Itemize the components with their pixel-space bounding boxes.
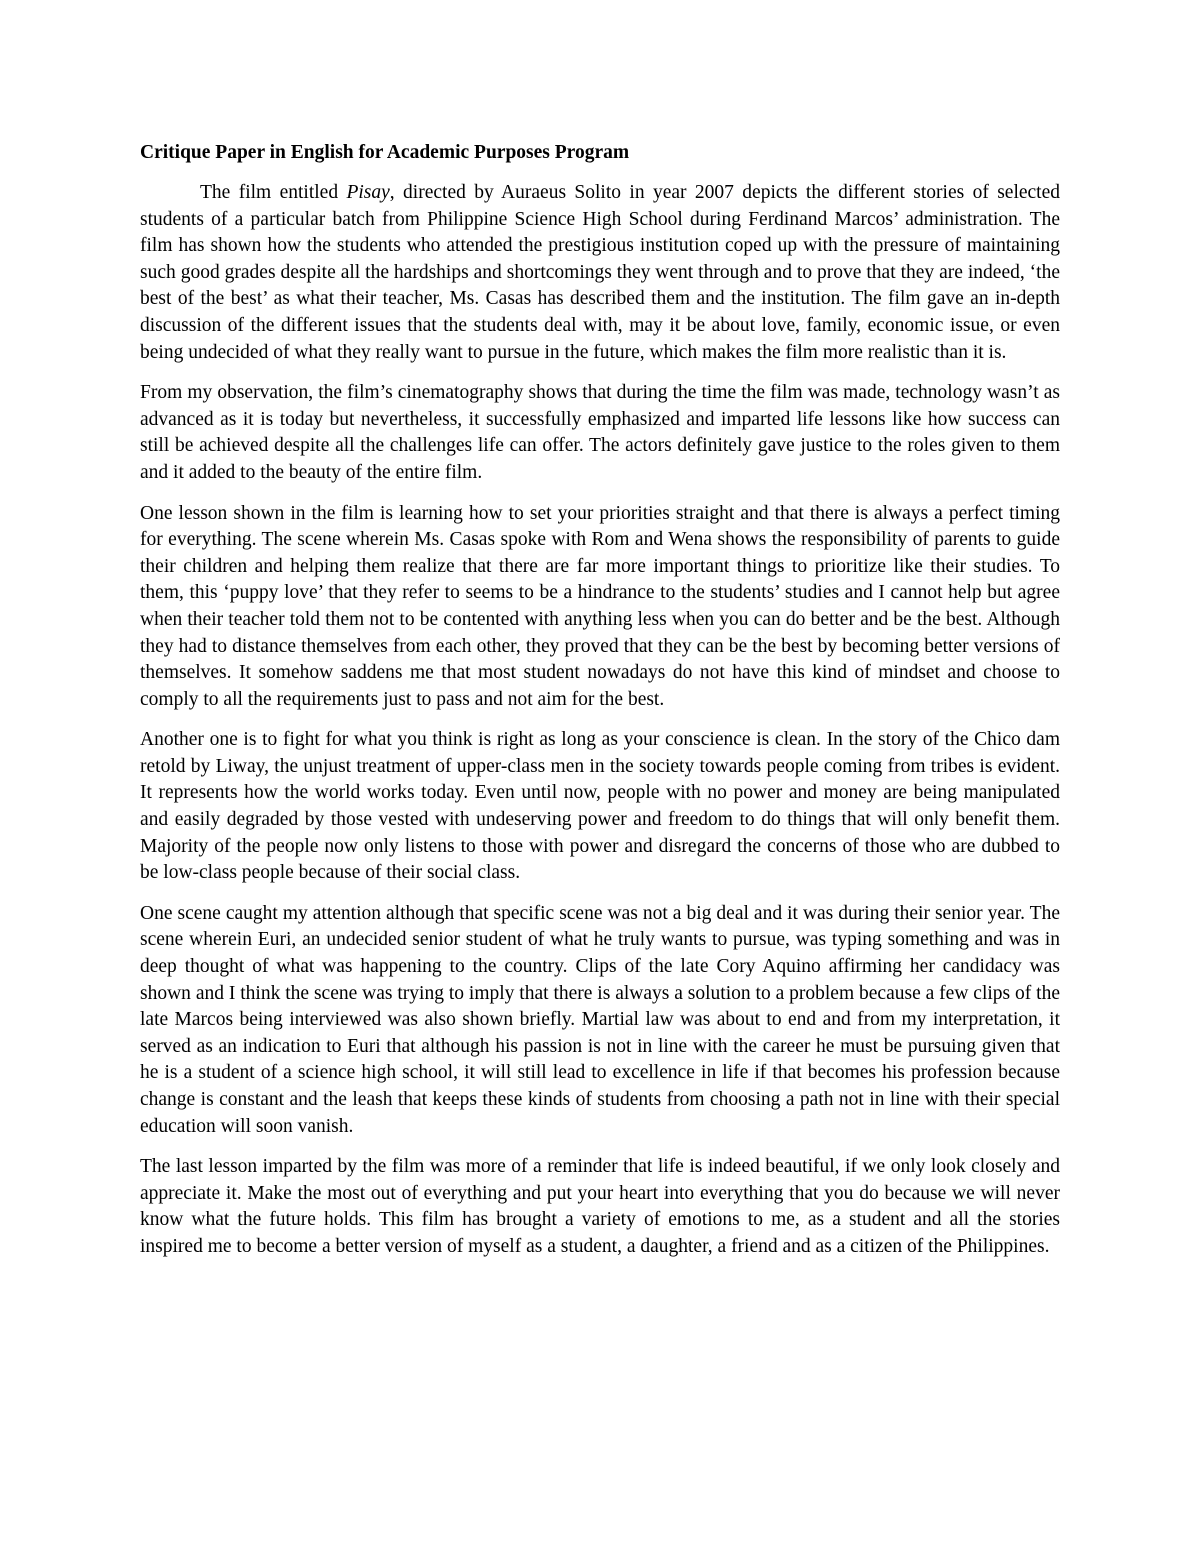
intro-text-start: The film entitled	[200, 182, 347, 203]
paragraph-senior-year-scene: One scene caught my attention although that specific scene was not a big deal and it was during their senior year. The scene wherein Euri, an undecided senior student of what he truly wants to pursue, was typing something and was in deep thought of what was happening to the country. Clips of the late Cory Aquino affirming her candidacy was shown and I think the scene was trying to imply that there is always a solution to a problem because a few clips of the late Marcos being interviewed was also shown briefly. Martial law was about to end and from my interpretation, it served as an indication to Euri that although his passion is not in line with the career he must be pursuing given that he is a student of a science high school, it will still lead to excellence in life if that becomes his profession because change is constant and the leash that keeps these kinds of students from choosing a path not in line with their special education will soon vanish.	[140, 902, 1060, 1137]
paragraph-priorities: One lesson shown in the film is learning how to set your priorities straight and that there is always a perfect timing for everything. The scene wherein Ms. Casas spoke with Rom and Wena shows the responsibility of parents to guide their children and helping them realize that there are far more important things to prioritize like their studies. To them, this ‘puppy love’ that they refer to seems to be a hindrance to the students’ studies and I cannot help but agree when their teacher told them not to be contented with anything less when you can do better and be the best. Although they had to distance themselves from each other, they proved that they can be the best by becoming better versions of themselves. It somehow saddens me that most student nowadays do not have this kind of mindset and choose to comply to all the requirements just to pass and not aim for the best.	[140, 502, 1060, 710]
document-body	[140, 140, 1060, 1275]
intro-text-rest: , directed by Auraeus Solito in year 2007 depicts the different stories of selected students of a particular batch from Philippine Science High School during Ferdinand Marcos’ administration. The film has shown how the students who attended the prestigious institution coped up with the pressure of maintaining such good grades despite all the hardships and shortcomings they went through and to prove that they are indeed, ‘the best of the best’ as what their teacher, Ms. Casas has described them and the institution. The film gave an in-depth discussion of the different issues that the students deal with, may it be about love, family, economic issue, or even being undecided of what they really want to pursue in the future, which makes the film more realistic than it is.	[140, 182, 1061, 363]
film-title: Pisay	[346, 182, 390, 203]
paragraph-cinematography: From my observation, the film’s cinematography shows that during the time the film was made, technology wasn’t as advanced as it is today but nevertheless, it successfully emphasized and imparted life lessons like how success can still be achieved despite all the challenges life can offer. The actors definitely gave justice to the roles given to them and it added to the beauty of the entire film.	[140, 382, 1060, 483]
paragraph-last-lesson: The last lesson imparted by the film was more of a reminder that life is indeed beautiful, if we only look closely and appreciate it. Make the most out of everything and put your heart into everything that you do because we will never know what the future holds. This film has brought a variety of emotions to me, as a student and all the stories inspired me to become a better version of myself as a student, a daughter, a friend and as a citizen of the Philippines.	[140, 1156, 1060, 1257]
intro-paragraph	[140, 180, 1060, 366]
paragraph-conscience: Another one is to fight for what you think is right as long as your conscience is clean. In the story of the Chico dam retold by Liway, the unjust treatment of upper-class men in the society towards people coming from tribes is evident. It represents how the world works today. Even until now, people with no power and money are being manipulated and easily degraded by those vested with undeserving power and freedom to do things that will only benefit them. Majority of the people now only listens to those with power and disregard the concerns of those who are dubbed to be low-class people because of their social class.	[140, 729, 1060, 884]
document-title: Critique Paper in English for Academic Purposes Program	[140, 142, 630, 163]
